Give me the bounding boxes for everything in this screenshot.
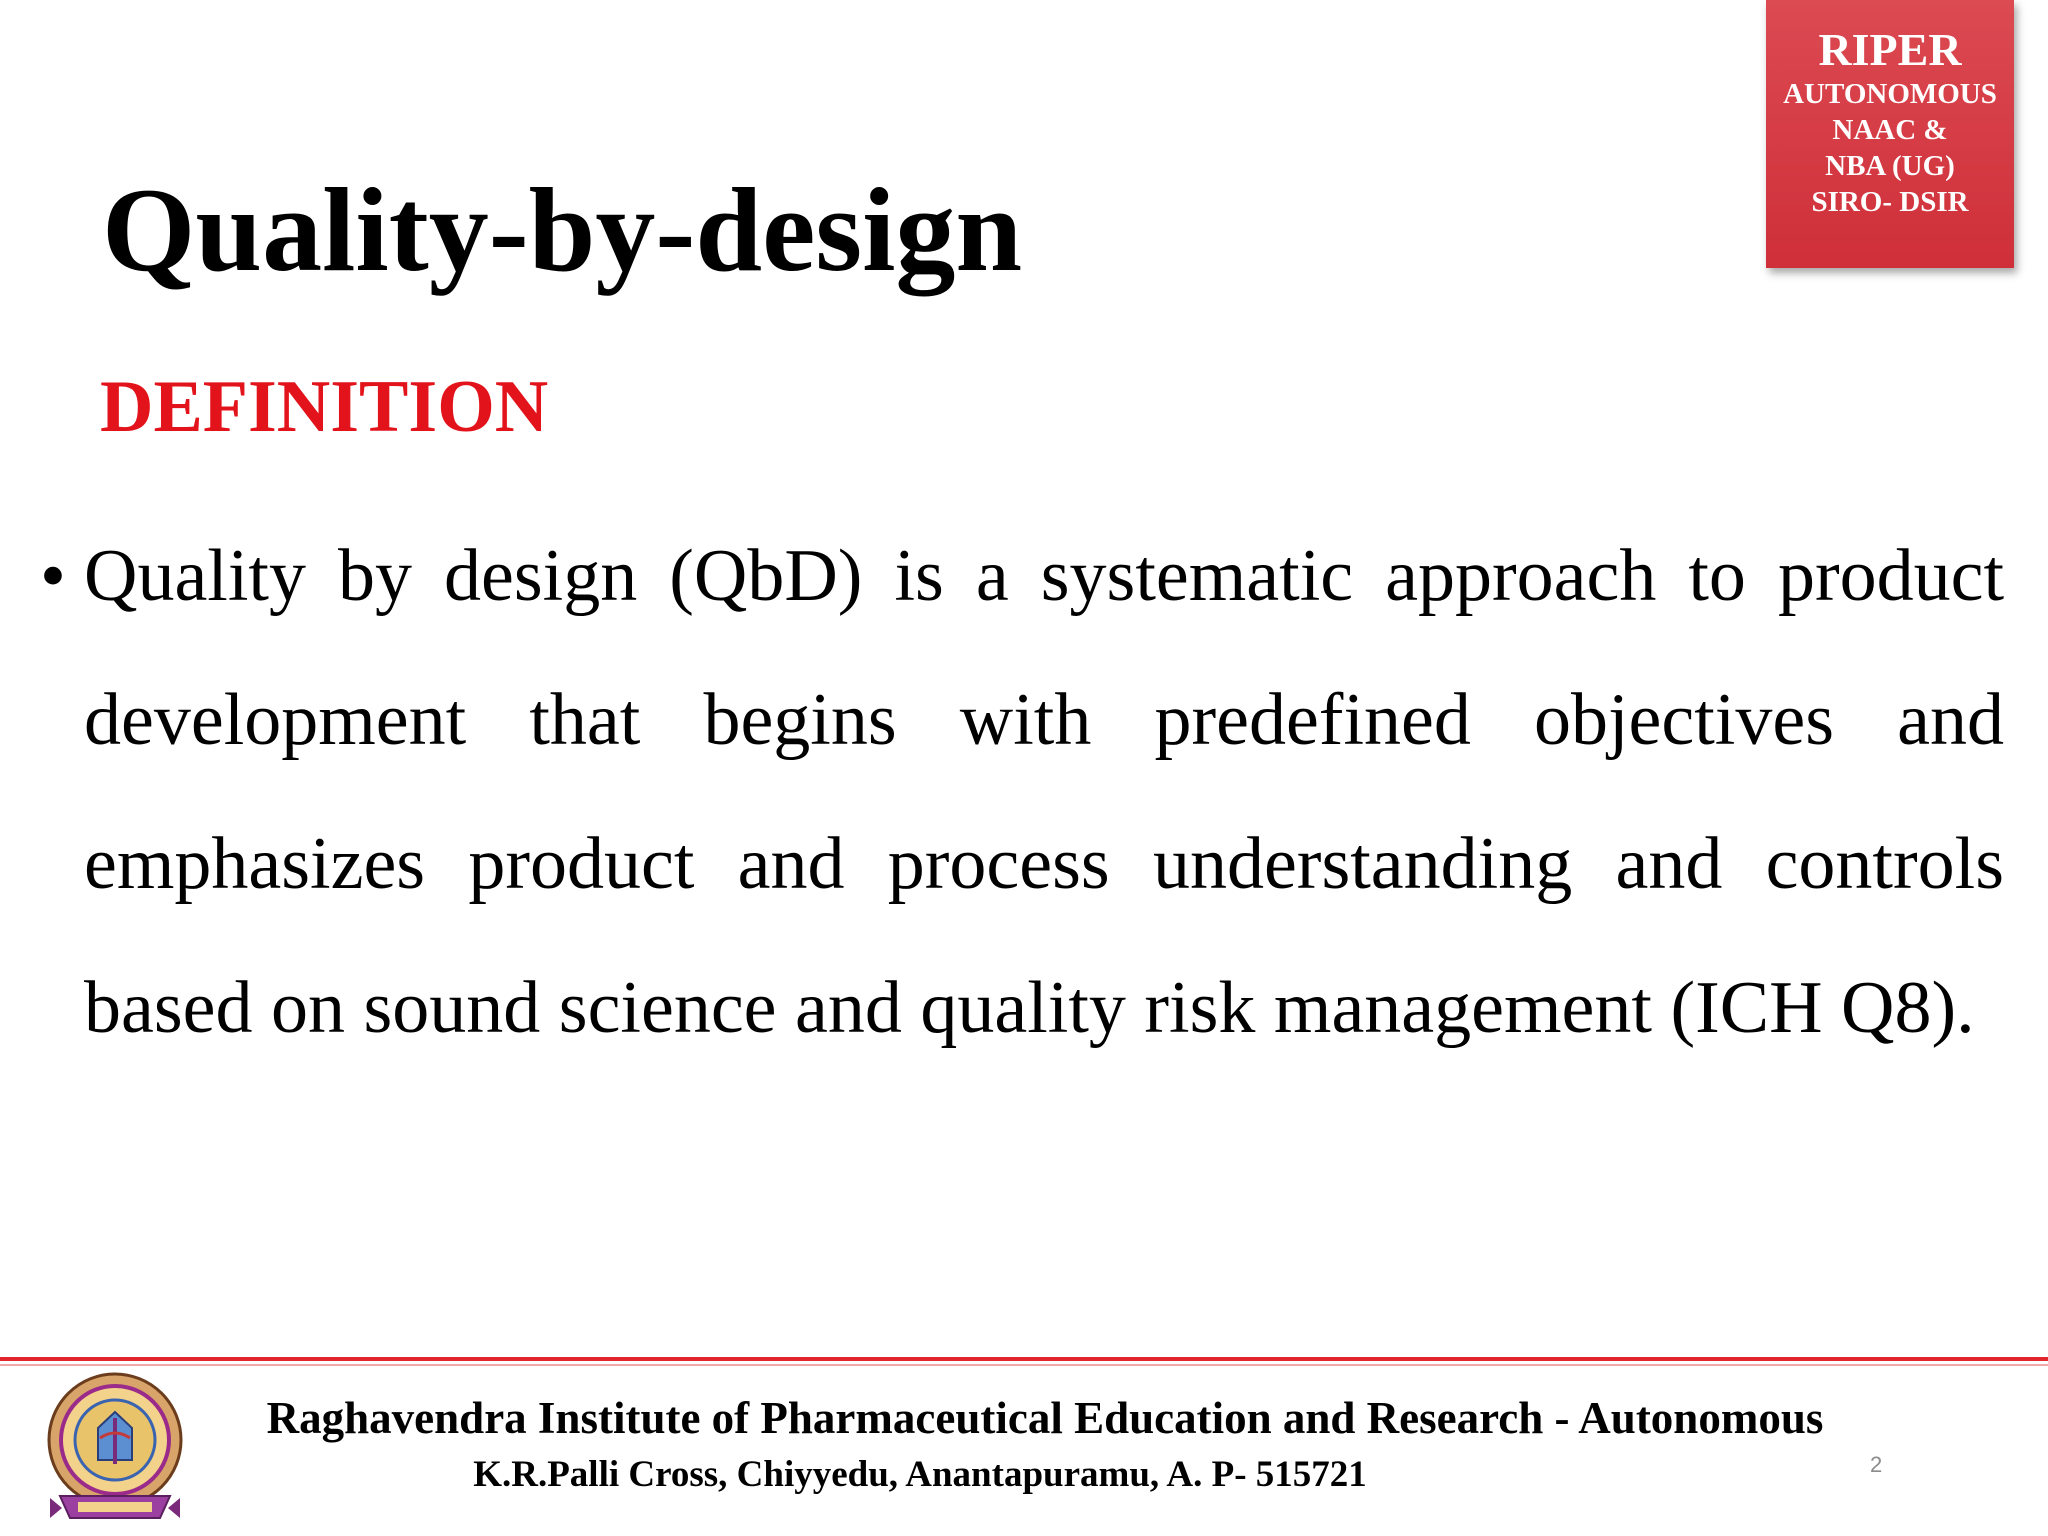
page-number: 2 bbox=[1870, 1452, 1883, 1477]
section-heading: DEFINITION bbox=[100, 366, 549, 448]
badge-nba: NBA (UG) bbox=[1825, 150, 1955, 182]
bullet-marker: • bbox=[40, 535, 66, 617]
definition-text: Quality by design (QbD) is a systematic approach to product development that begins with predefined objectives and emphasizes product and process understanding and controls based on sound science and quality risk management (ICH Q8). bbox=[84, 535, 2004, 1049]
slide-title: Quality-by-design bbox=[102, 163, 1023, 296]
badge-siro: SIRO- DSIR bbox=[1811, 186, 1969, 218]
institute-name: Raghavendra Institute of Pharmaceutical Education and Research - Autonomous bbox=[266, 1393, 1824, 1443]
footer-divider bbox=[0, 1357, 2048, 1361]
badge-autonomous: AUTONOMOUS bbox=[1783, 78, 1997, 110]
badge-riper: RIPER bbox=[1818, 24, 1962, 75]
institute-address: K.R.Palli Cross, Chiyyedu, Anantapuramu, A. P- 515721 bbox=[473, 1454, 1367, 1495]
badge-naac: NAAC & bbox=[1832, 114, 1948, 146]
accreditation-badge bbox=[1766, 0, 2014, 268]
footer-divider-shadow bbox=[0, 1364, 2048, 1366]
